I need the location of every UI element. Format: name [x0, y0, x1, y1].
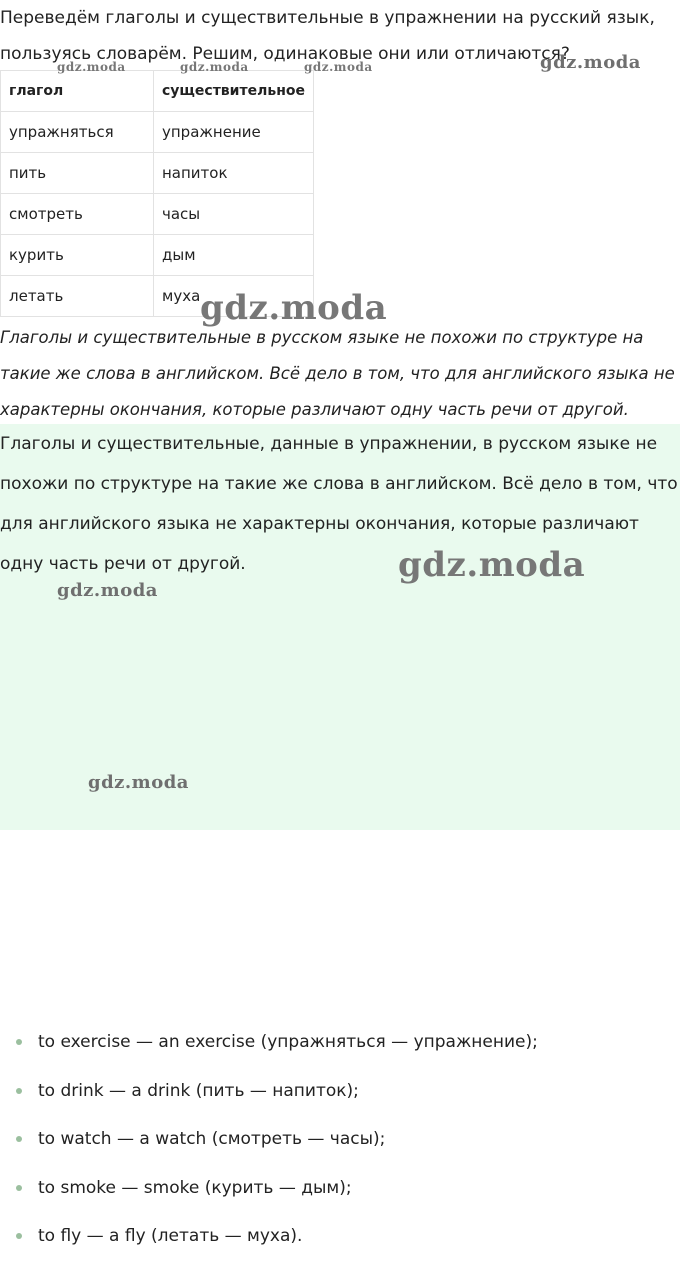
- bullet-icon: [16, 1233, 22, 1239]
- table-cell: смотреть: [1, 194, 154, 235]
- note-line-1: Глаголы и существительные в русском языке не похожи по структуре на: [0, 328, 644, 347]
- table-row: [1, 235, 314, 276]
- bullet-icon: [16, 1088, 22, 1094]
- list-item: [0, 1067, 680, 1116]
- watermark: gdz.moda: [200, 288, 388, 328]
- answer-line-1: Глаголы и существительные, данные в упражнении, в русском языке не: [0, 434, 658, 454]
- table-cell: упражнение: [154, 112, 314, 153]
- watermark: gdz.moda: [88, 772, 189, 793]
- table-row: [1, 194, 314, 235]
- table-header-row: [1, 71, 314, 112]
- note-line-2: такие же слова в английском. Всё дело в том, что для английского языка не: [0, 364, 675, 383]
- table-cell: курить: [1, 235, 154, 276]
- list-item-text: to exercise — an exercise (упражняться — упражнение);: [38, 1032, 538, 1052]
- table-row: [1, 112, 314, 153]
- list-item-text: to watch — a watch (смотреть — часы);: [38, 1129, 386, 1149]
- watermark: gdz.moda: [304, 60, 373, 74]
- header-noun: существительное: [154, 71, 314, 112]
- watermark: gdz.moda: [540, 52, 641, 73]
- table-cell: часы: [154, 194, 314, 235]
- list-item: [0, 1018, 680, 1067]
- table-cell: муха: [154, 276, 314, 317]
- list-item-text: to smoke — smoke (курить — дым);: [38, 1177, 352, 1198]
- vocabulary-table: [0, 70, 314, 317]
- word-pairs-list: [0, 1018, 680, 1261]
- watermark: gdz.moda: [180, 60, 249, 74]
- table-row: [1, 153, 314, 194]
- table-cell: напиток: [154, 153, 314, 194]
- table-cell: пить: [1, 153, 154, 194]
- list-item: [0, 1164, 680, 1213]
- list-item-text: to drink — a drink (пить — напиток);: [38, 1080, 359, 1101]
- intro-line-2: пользуясь словарём. Решим, одинаковые они или отличаются?: [0, 44, 570, 64]
- header-verb: глагол: [1, 71, 154, 112]
- watermark: gdz.moda: [57, 580, 158, 601]
- note-line-3: характерны окончания, которые различают одну часть речи от другой.: [0, 400, 629, 419]
- answer-line-3: для английского языка не характерны окончания, которые различают: [0, 514, 639, 534]
- watermark: gdz.moda: [398, 545, 586, 585]
- bullet-icon: [16, 1185, 22, 1191]
- table-cell: дым: [154, 235, 314, 276]
- bullet-icon: [16, 1039, 22, 1045]
- table-cell: летать: [1, 276, 154, 317]
- intro-line-1: Переведём глаголы и существительные в упражнении на русский язык,: [0, 8, 655, 28]
- italic-note: [0, 320, 680, 428]
- answer-block: [0, 424, 680, 1246]
- list-item: [0, 1212, 680, 1261]
- list-item: [0, 1115, 680, 1164]
- answer-line-2: похожи по структуре на такие же слова в английском. Всё дело в том, что: [0, 474, 678, 494]
- bullet-icon: [16, 1136, 22, 1142]
- list-item-text: to fly — a fly (летать — муха).: [38, 1226, 303, 1246]
- table-cell: упражняться: [1, 112, 154, 153]
- watermark: gdz.moda: [57, 60, 126, 74]
- answer-line-4: одну часть речи от другой.: [0, 554, 246, 574]
